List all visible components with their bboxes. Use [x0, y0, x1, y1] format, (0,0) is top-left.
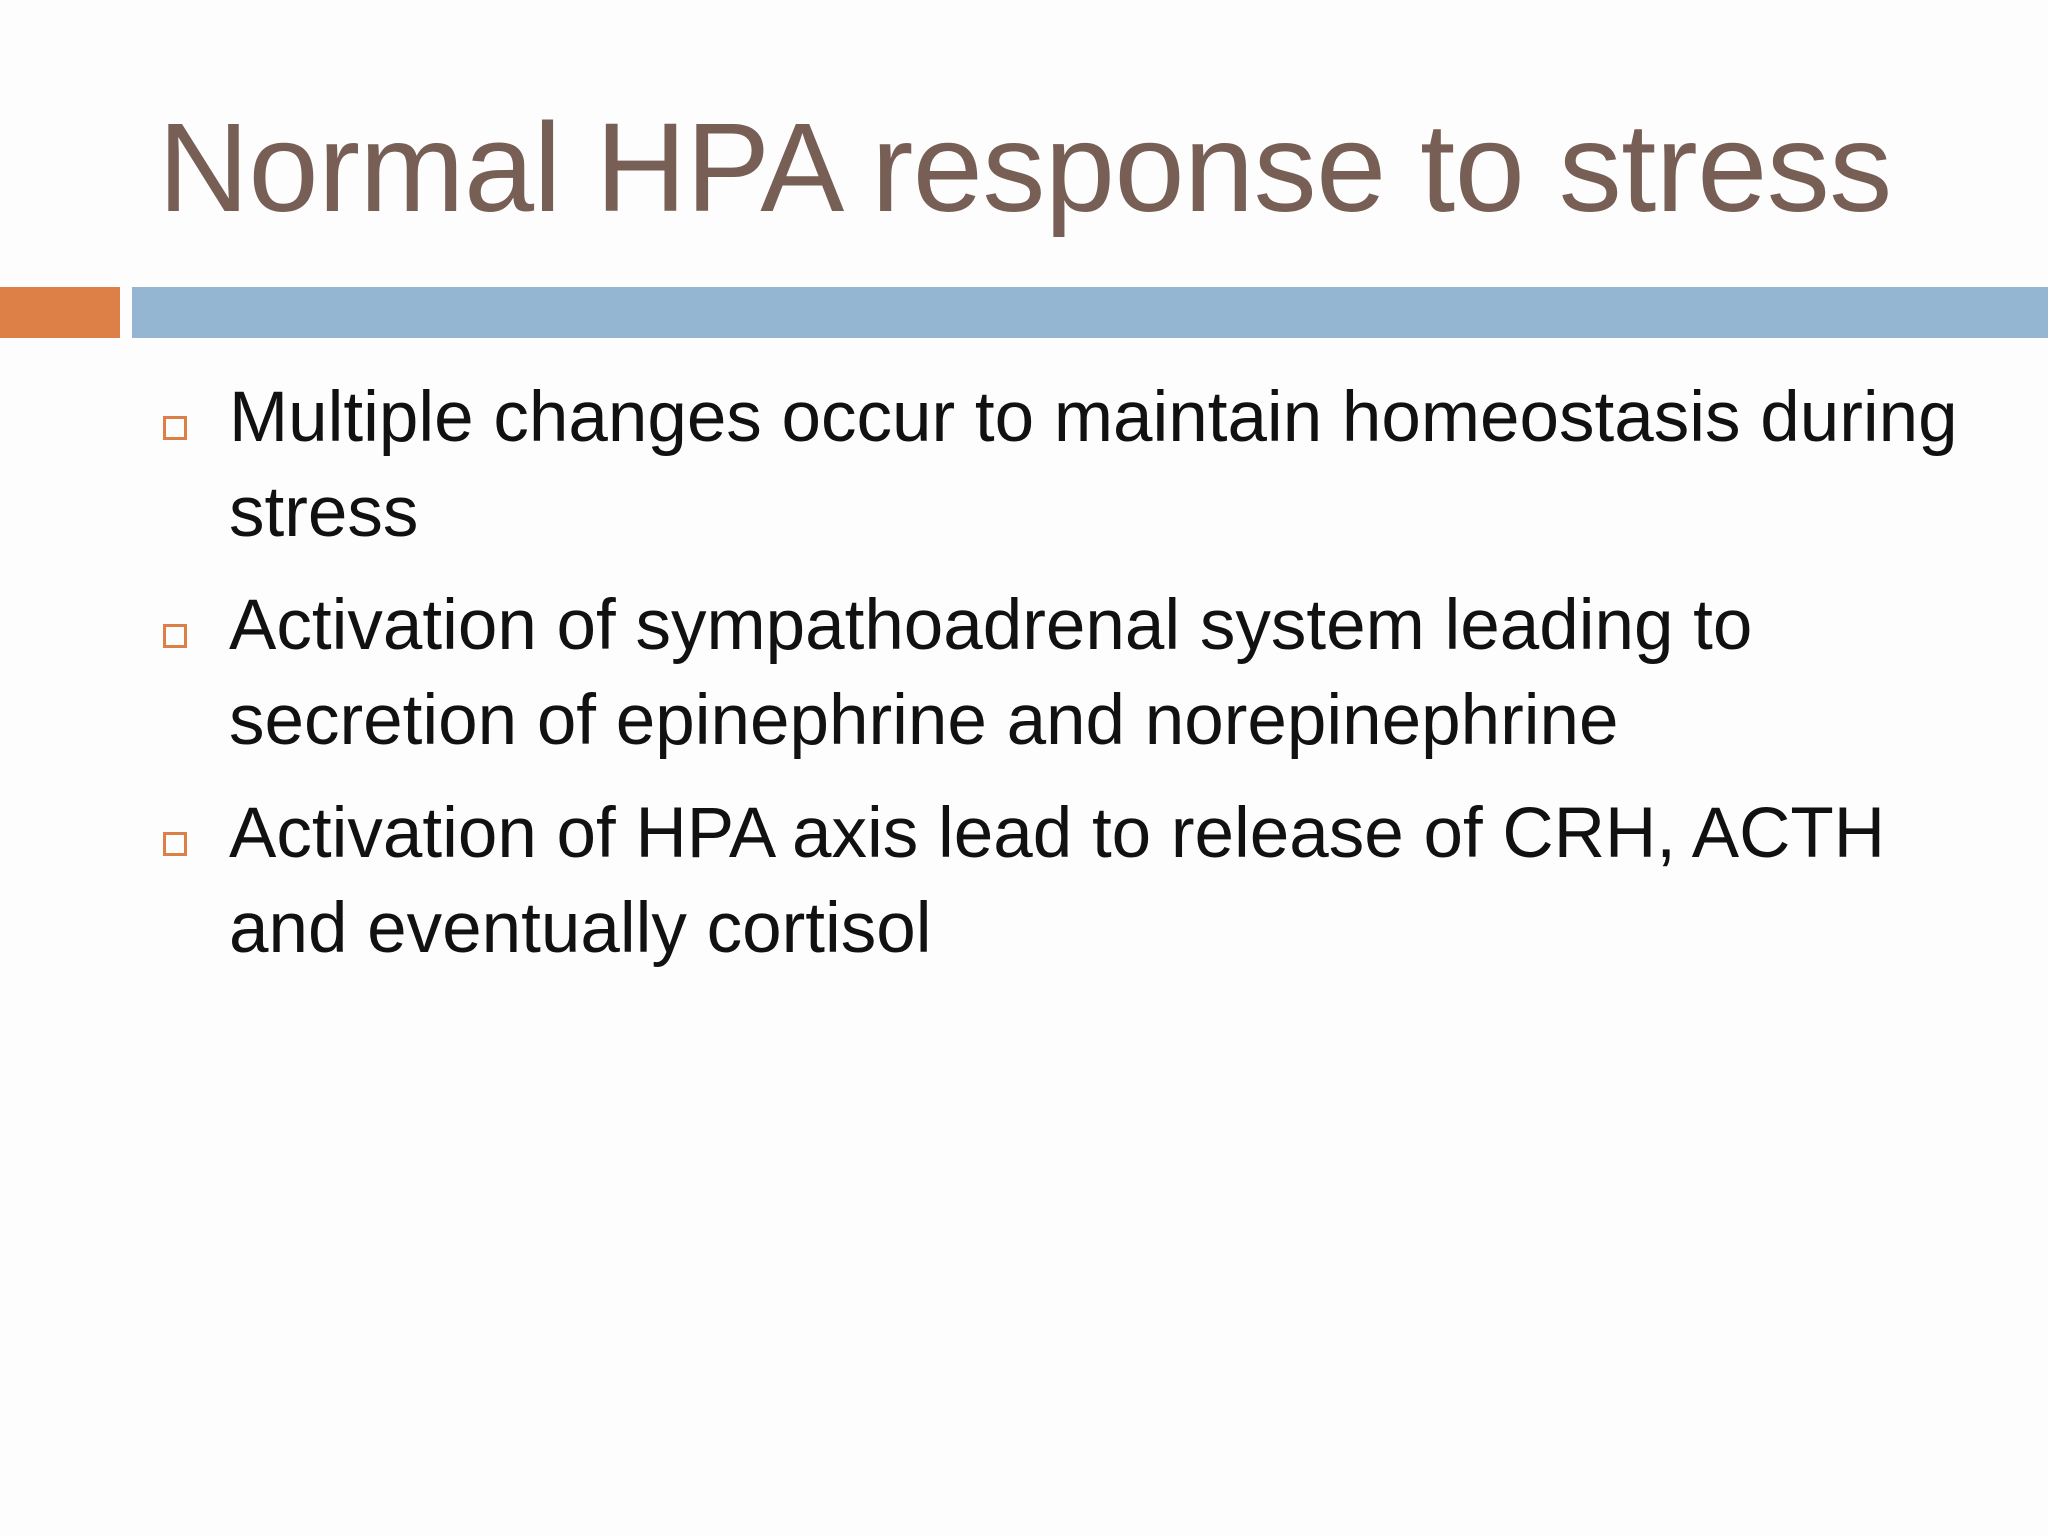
accent-bar-blue — [132, 287, 2048, 338]
bullet-list — [0, 370, 2048, 994]
bullet-text: Multiple changes occur to maintain homeostasis during stress — [229, 378, 1958, 552]
square-bullet-icon — [163, 832, 187, 856]
bullet-text: Activation of sympathoadrenal system leading to secretion of epinephrine and norepinephrine — [229, 586, 1753, 760]
square-bullet-icon — [163, 624, 187, 648]
square-bullet-icon — [163, 416, 187, 440]
bullet-item — [0, 786, 2048, 976]
bullet-item — [0, 370, 2048, 560]
slide-title: Normal HPA response to stress — [158, 97, 1892, 238]
bullet-text: Activation of HPA axis lead to release of CRH, ACTH and eventually cortisol — [229, 794, 1886, 968]
bullet-item — [0, 578, 2048, 768]
accent-bar-orange — [0, 287, 120, 338]
